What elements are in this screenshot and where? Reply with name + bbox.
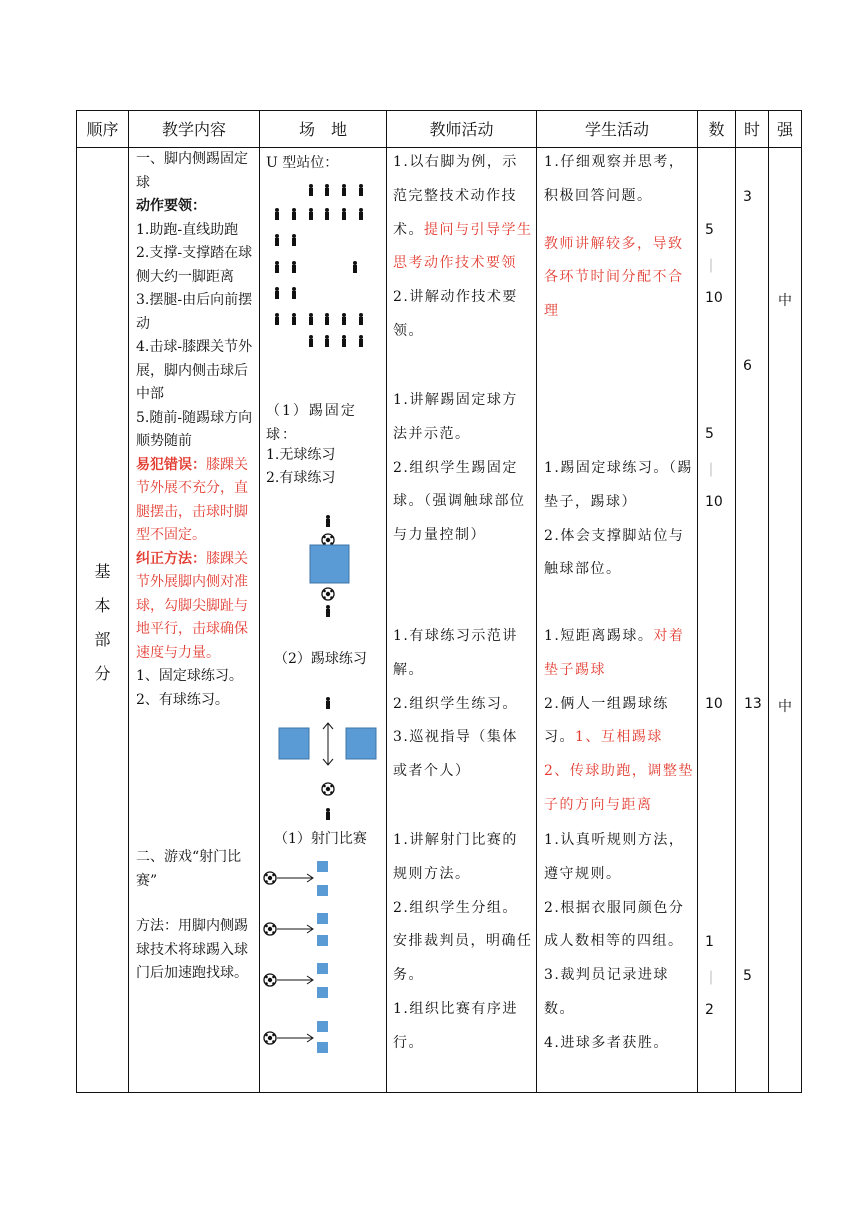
person-icon xyxy=(326,808,330,820)
person-icon xyxy=(325,335,329,347)
time-value: 3 xyxy=(743,189,752,205)
count-d-bot: 2 xyxy=(705,1002,714,1018)
goal-marker xyxy=(317,1042,328,1053)
game-method: 方法：用脚内侧踢球技术将球踢入球门后加速跑找球。 xyxy=(136,918,248,981)
student-text-row xyxy=(544,620,694,688)
time-value: 5 xyxy=(743,968,752,984)
u-formation xyxy=(275,184,363,347)
teacher-block-2 xyxy=(393,384,533,553)
student-block-1 xyxy=(544,146,694,329)
soccer-ball-icon xyxy=(264,923,276,935)
soccer-ball-icon xyxy=(322,588,334,600)
count-a-bot: 10 xyxy=(705,290,723,306)
student-text: 1.短距离踢球。 xyxy=(544,628,654,644)
person-icon xyxy=(325,184,329,196)
goal-marker xyxy=(317,861,328,872)
goal-marker xyxy=(317,913,328,924)
teacher-block-3 xyxy=(393,620,533,789)
no-ball-label: 1.无球练习 xyxy=(266,447,336,463)
teacher-red-note: 提问与引导学生思考动作技术要领 xyxy=(393,221,533,272)
person-icon xyxy=(342,313,346,325)
student-red-note: 教师讲解较多，导致各环节时间分配不合理 xyxy=(544,235,684,320)
header-teacher: 教师活动 xyxy=(429,120,494,139)
mat-square xyxy=(279,728,309,759)
goal-marker xyxy=(317,935,328,946)
person-icon xyxy=(359,208,363,220)
error-block xyxy=(136,454,254,548)
person-icon xyxy=(325,208,329,220)
person-icon xyxy=(275,313,279,325)
section-label-char: 分 xyxy=(94,664,111,683)
with-ball-label: 2.有球练习 xyxy=(266,470,336,486)
content-title: 一、脚内侧踢固定球 xyxy=(136,151,248,191)
student-text: 2.体会支撑脚站位与触球部位。 xyxy=(544,527,685,578)
step-item: 5.随前-随踢球方向顺势随前 xyxy=(136,409,253,449)
person-icon xyxy=(292,208,296,220)
section-label-char: 部 xyxy=(94,630,111,649)
soccer-ball-icon xyxy=(264,974,276,986)
student-text: 3.裁判员记录进球数。 xyxy=(544,967,669,1017)
person-icon xyxy=(292,313,296,325)
header-intensity: 强 xyxy=(776,120,793,139)
soccer-ball-icon xyxy=(264,1032,276,1044)
person-icon xyxy=(342,184,346,196)
person-icon xyxy=(292,261,296,273)
student-text: 4.进球多者获胜。 xyxy=(544,1034,669,1051)
time-value: 6 xyxy=(743,358,752,374)
error-text: 膝踝关节外展不充分，直腿摆击，击球时脚型不固定。 xyxy=(136,456,248,543)
goal-marker xyxy=(317,885,328,896)
passing-label: （2）踢球练习 xyxy=(274,651,367,667)
mat-square xyxy=(310,545,349,583)
person-icon xyxy=(309,313,313,325)
time-value: 13 xyxy=(744,696,762,712)
header-content: 教学内容 xyxy=(161,120,226,139)
fix-text: 膝踝关节外展脚内侧对准球，勾脚尖脚趾与地平行，击球确保速度与力量。 xyxy=(136,550,248,661)
fix-label: 纠正方法： xyxy=(136,550,206,567)
teacher-block-4 xyxy=(393,824,533,1061)
teacher-block-1 xyxy=(393,146,533,349)
count-d-sep: ｜ xyxy=(704,971,718,987)
student-red-note: 对着垫子踢球 xyxy=(544,628,685,678)
person-icon xyxy=(359,313,363,325)
step-item: 3.摆腿-由后向前摆动 xyxy=(136,292,253,332)
practice-item: 1、固定球练习。 xyxy=(136,668,243,684)
person-icon xyxy=(292,234,296,246)
header-venue: 场 地 xyxy=(298,120,347,139)
person-icon xyxy=(309,335,313,347)
section-label xyxy=(77,555,128,691)
error-label: 易犯错误： xyxy=(136,456,206,473)
student-block-2 xyxy=(544,452,694,587)
person-icon xyxy=(275,208,279,220)
teacher-text: 1.有球练习示范讲解。 xyxy=(393,628,518,678)
shooting-diagram xyxy=(264,861,328,1053)
header-time: 时 xyxy=(743,120,760,139)
person-icon xyxy=(309,208,313,220)
mat-square xyxy=(346,728,376,759)
game-title: 二、游戏“射门比赛” xyxy=(136,849,242,889)
step-item: 1.助跑-直线助跑 xyxy=(136,221,239,238)
practice-item: 2、有球练习。 xyxy=(136,691,229,708)
person-icon xyxy=(342,208,346,220)
teacher-text: 2.讲解动作技术要领。 xyxy=(393,289,518,339)
person-icon xyxy=(275,287,279,299)
kick-fixed-diagram xyxy=(310,515,349,617)
passing-diagram xyxy=(279,697,376,820)
intensity-value: 中 xyxy=(778,293,792,309)
count-b-top: 5 xyxy=(705,426,714,442)
kick-fixed-label: （1）踢固定球： xyxy=(266,403,357,443)
u-formation-label: U 型站位： xyxy=(266,155,339,171)
count-d-top: 1 xyxy=(705,934,714,950)
person-icon xyxy=(292,287,296,299)
header-student: 学生活动 xyxy=(584,120,649,139)
person-icon xyxy=(359,184,363,196)
student-text: 1.仔细观察并思考，积极回答问题。 xyxy=(544,154,685,204)
person-icon xyxy=(326,605,330,617)
count-a-sep: ｜ xyxy=(704,259,718,275)
intensity-value: 中 xyxy=(778,699,792,715)
person-icon xyxy=(353,261,357,273)
soccer-ball-icon xyxy=(264,872,276,884)
person-icon xyxy=(325,313,329,325)
goal-marker xyxy=(317,987,328,998)
fix-block xyxy=(136,548,254,666)
teacher-text: 2.组织学生踢固定球。（强调触球部位与力量控制） xyxy=(393,459,526,544)
teacher-text: 1.组织比赛有序进行。 xyxy=(393,1000,518,1051)
header-order: 顺序 xyxy=(86,120,119,139)
section-label-char: 基 xyxy=(94,562,111,581)
student-red-note: 1、互相踢球 2、传球助跑，调整垫子的方向与距离 xyxy=(544,729,694,813)
teacher-text: 1.讲解踢固定球方法并示范。 xyxy=(393,392,518,442)
person-icon xyxy=(342,335,346,347)
header-count: 数 xyxy=(708,120,725,139)
key-points-label: 动作要领： xyxy=(136,198,206,214)
count-b-sep: ｜ xyxy=(704,463,718,479)
person-icon xyxy=(309,184,313,196)
teacher-text: 2.组织学生分组。安排裁判员，明确任务。 xyxy=(393,899,533,984)
soccer-ball-icon xyxy=(322,534,334,546)
teacher-text: 1.以右脚为例，示范完整技术动作技术。 xyxy=(393,154,518,238)
person-icon xyxy=(326,697,330,709)
person-icon xyxy=(275,261,279,273)
goal-marker xyxy=(317,1021,328,1032)
student-text: 1.踢固定球练习。（踢垫子，踢球） xyxy=(544,460,693,510)
student-text: 2.俩人一组踢球练习。 xyxy=(544,695,669,746)
count-b-bot: 10 xyxy=(705,494,723,510)
student-text-row xyxy=(544,688,694,823)
student-block-4 xyxy=(544,824,694,1061)
soccer-ball-icon xyxy=(322,783,334,795)
section-label-char: 本 xyxy=(94,596,111,615)
person-icon xyxy=(275,234,279,246)
step-item: 2.支撑-支撑踏在球侧大约一脚距离 xyxy=(136,245,253,285)
teacher-text: 1.讲解射门比赛的规则方法。 xyxy=(393,832,518,882)
teacher-text: 2.组织学生练习。 xyxy=(393,695,518,712)
person-icon xyxy=(326,515,330,527)
count-a-top: 5 xyxy=(705,222,714,238)
content-column xyxy=(136,148,254,712)
count-c: 10 xyxy=(705,696,723,712)
person-icon xyxy=(359,335,363,347)
shooting-label: （1）射门比赛 xyxy=(274,831,367,847)
student-text: 1.认真听规则方法，遵守规则。 xyxy=(544,832,685,882)
student-text: 2.根据衣服同颜色分成人数相等的四组。 xyxy=(544,899,685,950)
step-item: 4.击球-膝踝关节外展，脚内侧击球后中部 xyxy=(136,339,253,402)
goal-marker xyxy=(317,963,328,974)
teacher-text: 3.巡视指导（集体或者个人） xyxy=(393,729,518,780)
student-block-3 xyxy=(544,620,694,823)
venue-diagrams xyxy=(260,148,386,1092)
